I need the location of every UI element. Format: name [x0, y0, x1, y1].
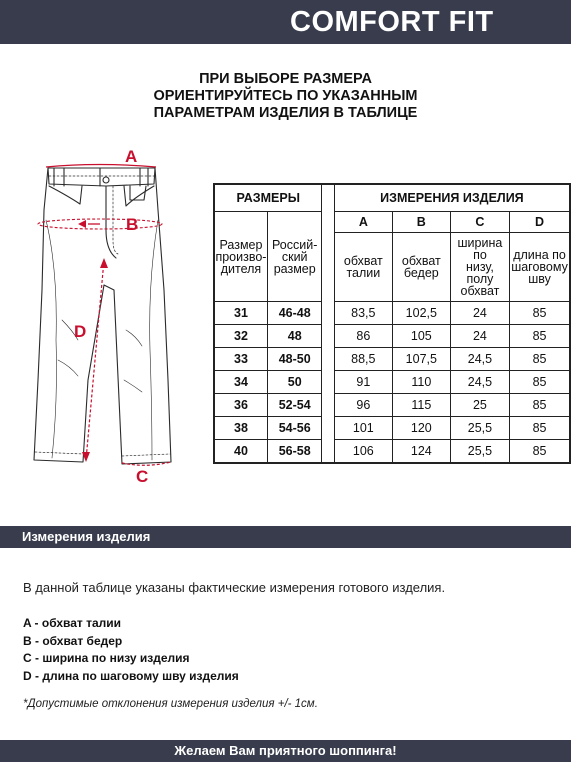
cell-d: 85: [510, 417, 570, 440]
inseam-arrowhead-top: [100, 258, 108, 268]
cell-d: 85: [510, 371, 570, 394]
jeans-diagram: [18, 140, 198, 500]
table-row: [214, 440, 570, 464]
label-b: B: [126, 215, 139, 234]
col-letter-c: C: [450, 212, 509, 233]
cell-b: 102,5: [392, 302, 450, 325]
col-header-manufacturer: Размер произво- дителя: [214, 212, 267, 302]
cell-size: 36: [214, 394, 267, 417]
legend-item: C - ширина по низу изделия: [23, 651, 190, 665]
hip-arrowhead: [78, 220, 86, 228]
cell-size: 38: [214, 417, 267, 440]
banner-title: COMFORT FIT: [290, 6, 494, 38]
legend-item: B - обхват бедер: [23, 633, 123, 648]
cell-c: 24: [450, 325, 509, 348]
label-d: D: [74, 322, 87, 341]
cell-d: 85: [510, 348, 570, 371]
cell-a: 96: [334, 394, 392, 417]
intro-text: В данной таблице указаны фактические измерения готового изделия.: [23, 580, 446, 595]
col-desc-d: длина по шаговому шву: [510, 233, 570, 302]
cell-ru-size: 48-50: [267, 348, 322, 371]
cell-ru-size: 56-58: [267, 440, 322, 464]
cell-a: 86: [334, 325, 392, 348]
col-desc-b: обхват бедер: [392, 233, 450, 302]
table-row: [214, 394, 570, 417]
col-letter-b: B: [392, 212, 450, 233]
cell-d: 85: [510, 302, 570, 325]
inseam-line: [86, 260, 104, 460]
legend-item: D - длина по шаговому шву изделия: [23, 668, 239, 683]
col-letter-a: A: [334, 212, 392, 233]
cell-a: 106: [334, 440, 392, 464]
label-c: C: [136, 467, 149, 486]
cell-c: 25,5: [450, 417, 509, 440]
cell-size: 31: [214, 302, 267, 325]
col-header-russian: Россий- ский размер: [267, 212, 322, 302]
cell-size: 33: [214, 348, 267, 371]
measurements-header: ИЗМЕРЕНИЯ ИЗДЕЛИЯ: [334, 184, 570, 212]
cell-c: 24,5: [450, 371, 509, 394]
sizes-header: РАЗМЕРЫ: [214, 184, 322, 212]
cell-size: 34: [214, 371, 267, 394]
label-a: A: [125, 147, 138, 166]
cell-b: 120: [392, 417, 450, 440]
page-heading: [100, 71, 471, 122]
waist-line: [46, 165, 156, 168]
heading-line-2: ОРИЕНТИРУЙТЕСЬ ПО УКАЗАННЫМ: [153, 88, 418, 104]
top-banner: [0, 0, 571, 44]
measurement-marks: [38, 165, 171, 466]
table-gap: [322, 184, 334, 463]
cell-ru-size: 50: [267, 371, 322, 394]
cell-d: 85: [510, 440, 570, 464]
cell-d: 85: [510, 325, 570, 348]
cell-size: 32: [214, 325, 267, 348]
cell-a: 101: [334, 417, 392, 440]
cell-ru-size: 46-48: [267, 302, 322, 325]
cell-a: 83,5: [334, 302, 392, 325]
section-bar: [0, 526, 571, 548]
cell-b: 110: [392, 371, 450, 394]
table-row: [214, 348, 570, 371]
heading-line-3: ПАРАМЕТРАМ ИЗДЕЛИЯ В ТАБЛИЦЕ: [153, 105, 418, 121]
cell-c: 24,5: [450, 348, 509, 371]
heading-line-1: ПРИ ВЫБОРЕ РАЗМЕРА: [199, 71, 372, 87]
jeans-outline: [34, 168, 171, 464]
cell-c: 25: [450, 394, 509, 417]
legend-item: A - обхват талии: [23, 616, 122, 630]
cell-ru-size: 48: [267, 325, 322, 348]
table-row: [214, 371, 570, 394]
footer-text: Желаем Вам приятного шоппинга!: [174, 743, 397, 758]
table-row: [214, 325, 570, 348]
cell-ru-size: 54-56: [267, 417, 322, 440]
cell-b: 124: [392, 440, 450, 464]
cell-c: 25,5: [450, 440, 509, 464]
cell-b: 115: [392, 394, 450, 417]
section-title: Измерения изделия: [22, 529, 151, 544]
cell-ru-size: 52-54: [267, 394, 322, 417]
col-letter-d: D: [510, 212, 570, 233]
footer-bar: [0, 740, 571, 762]
cell-size: 40: [214, 440, 267, 464]
cell-d: 85: [510, 394, 570, 417]
col-desc-c: ширина по низу, полу обхват: [450, 233, 509, 302]
col-desc-a: обхват талии: [334, 233, 392, 302]
cell-b: 105: [392, 325, 450, 348]
size-table: [213, 183, 571, 464]
table-row: [214, 417, 570, 440]
tolerance-note: *Допустимые отклонения измерения изделия +/- 1см.: [23, 698, 318, 710]
cell-c: 24: [450, 302, 509, 325]
table-row: [214, 302, 570, 325]
cell-a: 91: [334, 371, 392, 394]
cell-a: 88,5: [334, 348, 392, 371]
cell-b: 107,5: [392, 348, 450, 371]
measurement-legend: [23, 615, 239, 685]
